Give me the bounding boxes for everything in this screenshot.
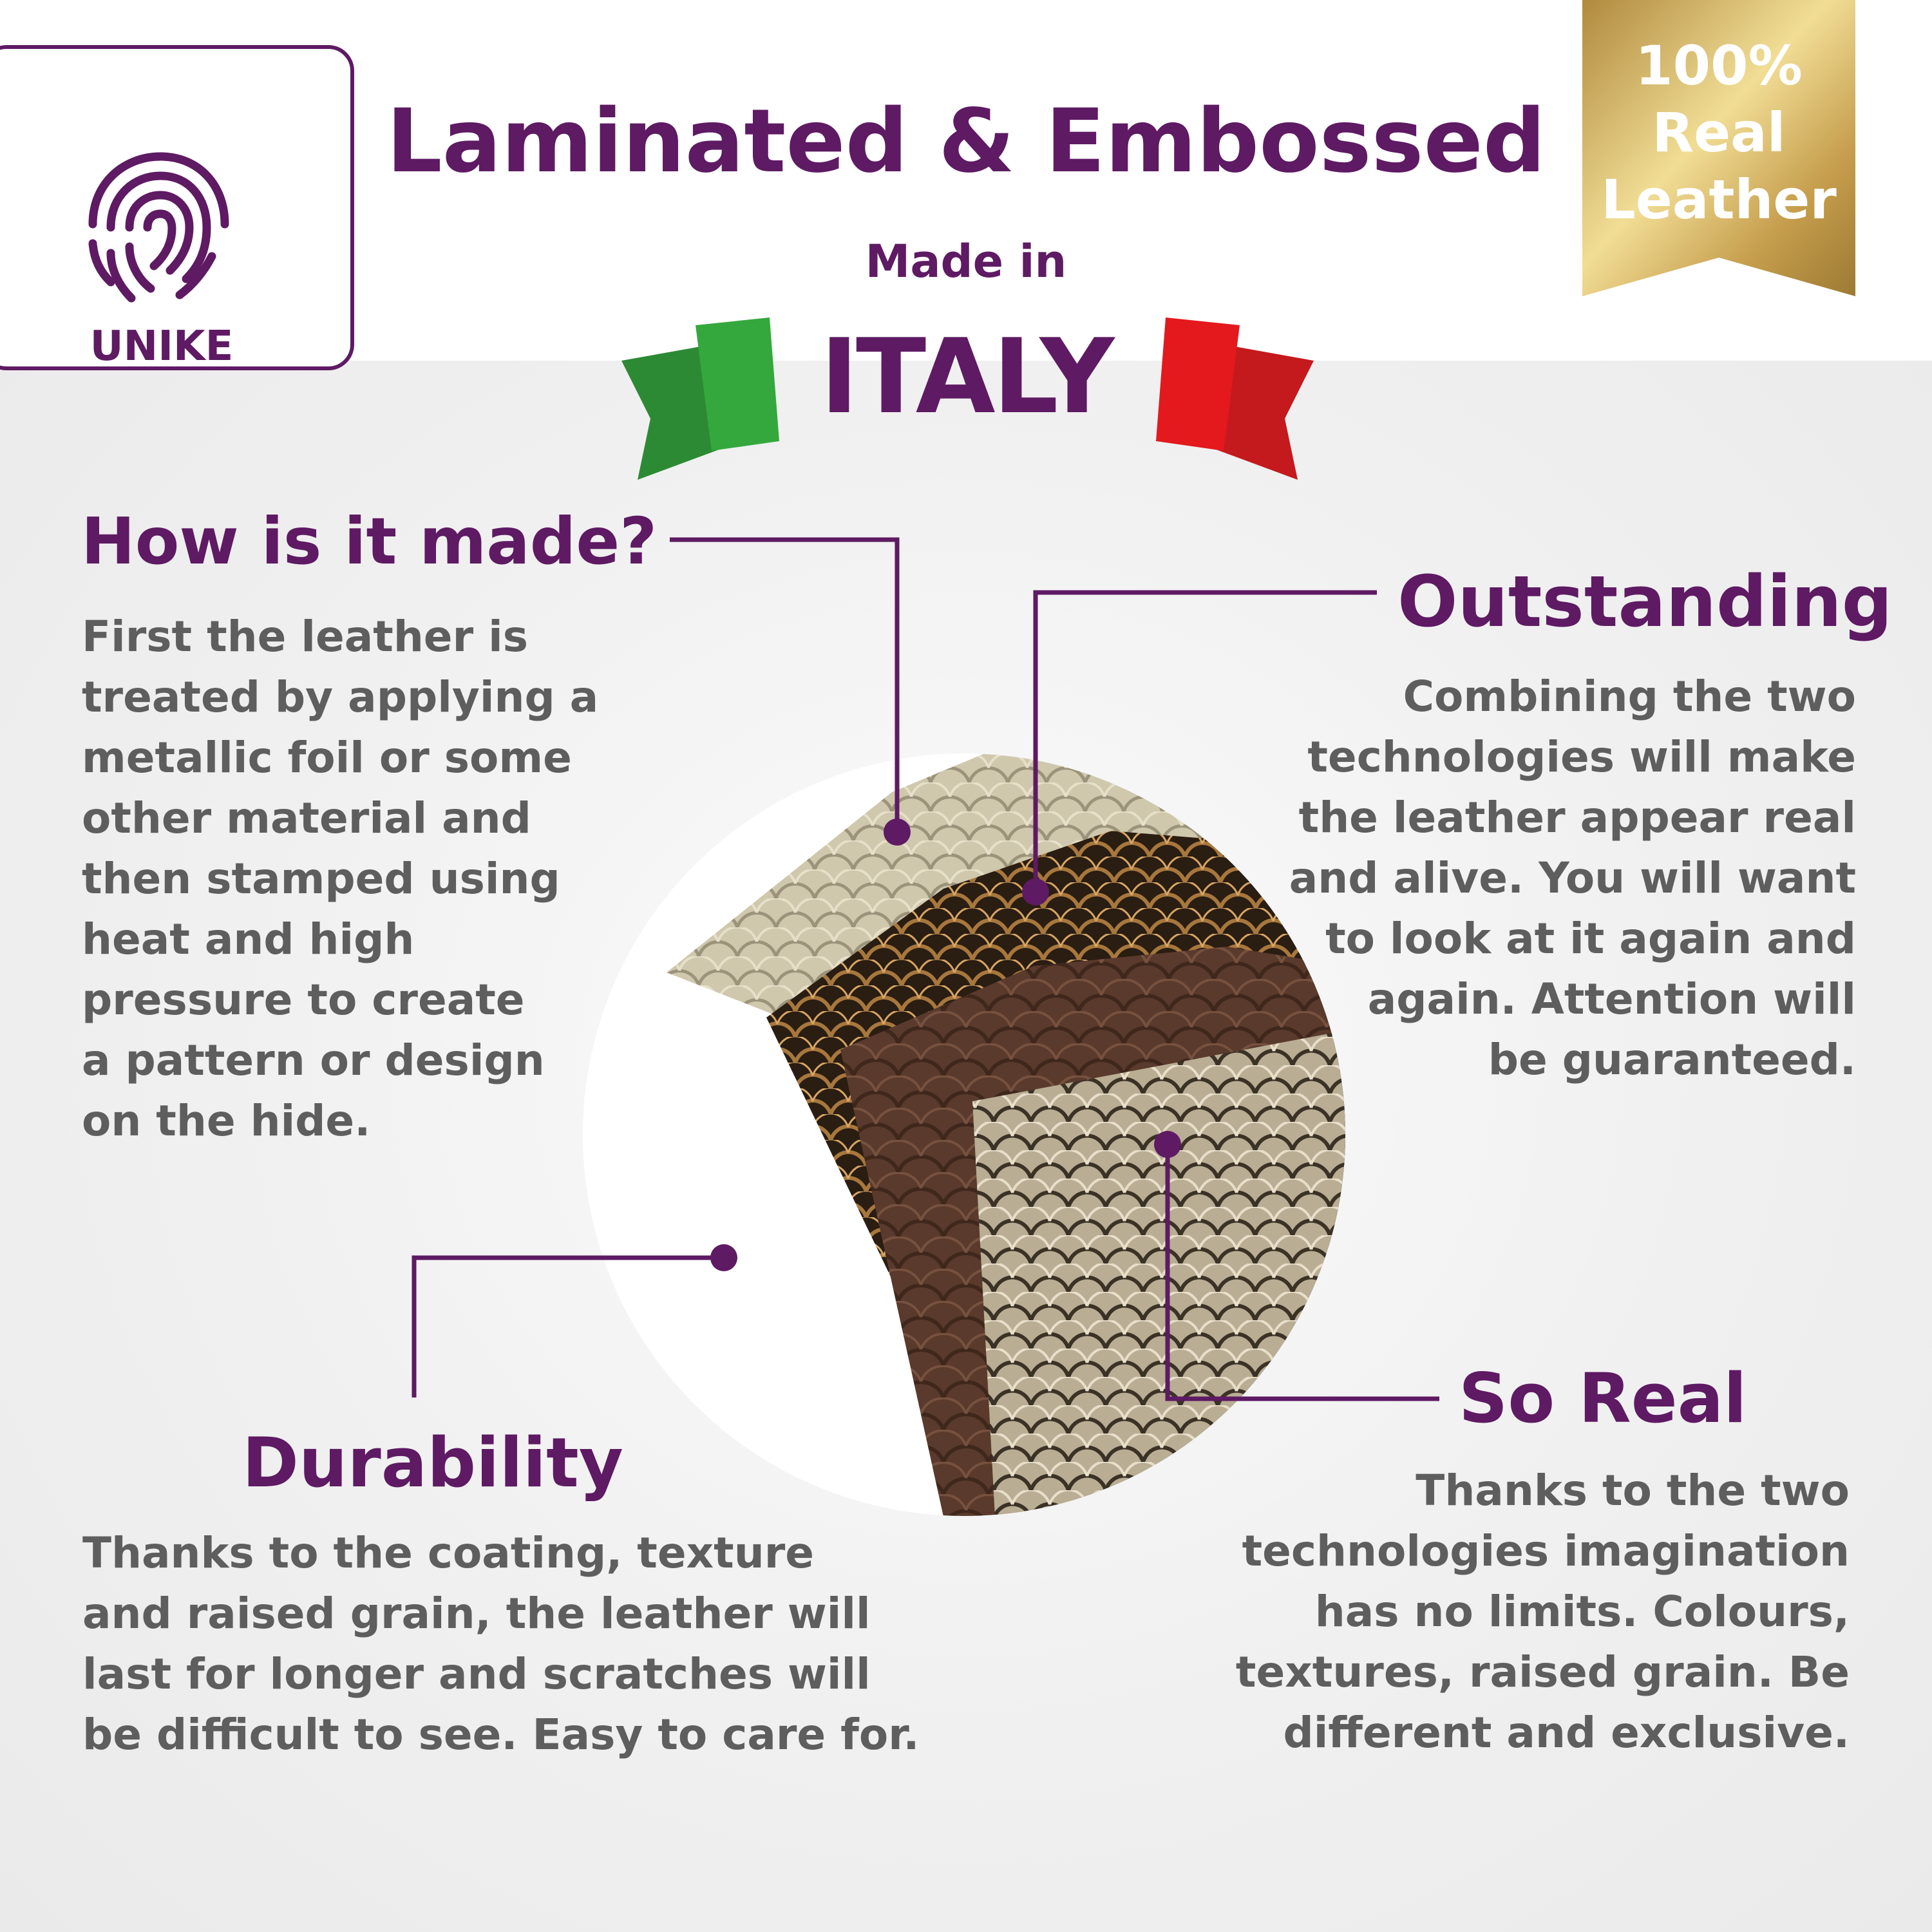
- outstanding-line: Combining the two: [1403, 672, 1856, 721]
- badge-line: Real: [1652, 101, 1786, 164]
- how-line: pressure to create: [82, 975, 525, 1025]
- outstanding-line: the leather appear real: [1298, 793, 1856, 842]
- outstanding-line: to look at it again and: [1325, 914, 1856, 963]
- how-line: other material and: [82, 793, 531, 843]
- durability-line: and raised grain, the leather will: [82, 1589, 871, 1638]
- made-in-label: Made in: [865, 235, 1067, 288]
- durability-body: [82, 1523, 919, 1765]
- how-line: heat and high: [82, 914, 415, 964]
- so-real-line: textures, raised grain. Be: [1235, 1647, 1850, 1697]
- outstanding-line: technologies will make: [1307, 732, 1856, 782]
- so-real-heading: So Real: [1459, 1359, 1747, 1438]
- durability-line: be difficult to see. Easy to care for.: [82, 1710, 920, 1759]
- durability-line: Thanks to the coating, texture: [82, 1528, 815, 1578]
- how-line: on the hide.: [82, 1096, 371, 1146]
- how-body: [82, 607, 598, 1151]
- outstanding-heading: Outstanding: [1397, 560, 1893, 643]
- so-real-line: Thanks to the two: [1416, 1466, 1850, 1515]
- so-real-body: [1236, 1461, 1850, 1763]
- country-label: ITALY: [820, 316, 1112, 437]
- so-real-line: has no limits. Colours,: [1314, 1587, 1850, 1636]
- outstanding-line: and alive. You will want: [1289, 853, 1856, 903]
- how-line: First the leather is: [82, 612, 528, 661]
- durability-heading: Durability: [242, 1423, 623, 1502]
- durability-line: last for longer and scratches will: [82, 1649, 871, 1699]
- so-real-line: different and exclusive.: [1283, 1708, 1850, 1757]
- page-title: Laminated & Embossed: [386, 91, 1546, 193]
- how-line: a pattern or design: [82, 1036, 545, 1085]
- outstanding-line: be guaranteed.: [1488, 1035, 1856, 1084]
- brand-name: UNIKE: [90, 323, 234, 370]
- how-line: treated by applying a: [82, 672, 599, 722]
- badge-line: 100%: [1635, 34, 1803, 97]
- how-line: metallic foil or some: [82, 733, 572, 782]
- badge-line: Leather: [1601, 168, 1837, 231]
- outstanding-body: [1289, 667, 1856, 1090]
- so-real-line: technologies imagination: [1242, 1526, 1850, 1576]
- outstanding-line: again. Attention will: [1367, 974, 1856, 1024]
- how-line: then stamped using: [82, 854, 560, 904]
- how-heading: How is it made?: [81, 504, 658, 579]
